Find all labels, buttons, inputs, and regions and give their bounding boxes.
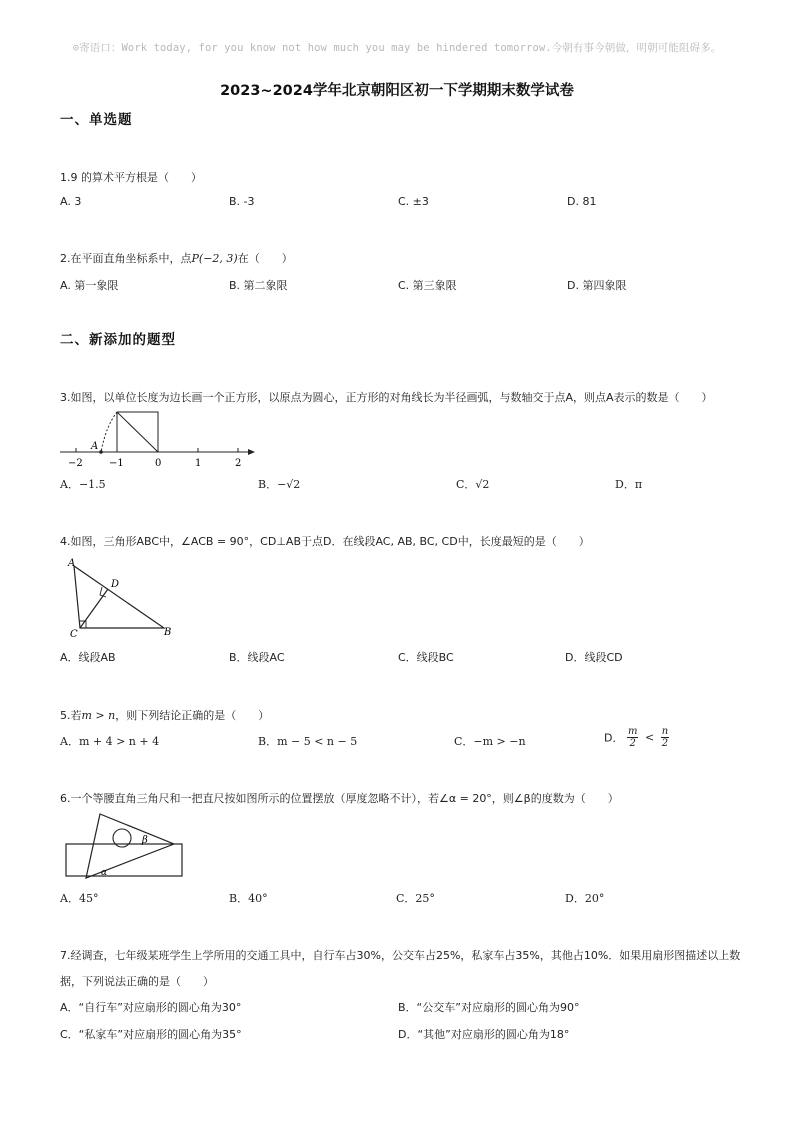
question-4-option-b[interactable]: B．线段AC — [229, 651, 285, 664]
triangle-abc — [74, 566, 164, 628]
question-2-option-a[interactable]: A. 第一象限 — [60, 279, 119, 292]
question-7-stem-line2: 据，下列说法正确的是（ ） — [60, 975, 214, 988]
page-title: 2023~2024学年北京朝阳区初一下学期期末数学试卷 — [220, 83, 574, 99]
question-4-stem: 4.如图，三角形ABC中，∠ACB = 90°，CD⊥AB于点D．在线段AC, AB, BC, CD中，长度最短的是（ ） — [60, 535, 590, 548]
question-7-option-c[interactable]: C．“私家车”对应扇形的圆心角为35° — [60, 1028, 242, 1041]
section-heading-single-choice: 一、单选题 — [60, 112, 133, 128]
point-a-label: A — [91, 441, 99, 452]
fraction-numerator: m — [627, 726, 638, 737]
square-diagonal — [117, 412, 158, 452]
question-3-option-a[interactable]: A．−1.5 — [60, 478, 106, 491]
question-7-option-a[interactable]: A．“自行车”对应扇形的圆心角为30° — [60, 1001, 242, 1014]
question-2-option-b[interactable]: B. 第二象限 — [229, 279, 288, 292]
axis-label-minus-2: −2 — [68, 458, 83, 469]
question-5-option-b[interactable]: B．m − 5 < n − 5 — [258, 735, 358, 748]
axis-label-0: 0 — [155, 458, 162, 469]
question-2-stem-post: 在（ ） — [237, 252, 293, 265]
question-6-option-a[interactable]: A．45° — [60, 892, 99, 905]
question-2-point: P(−2, 3) — [191, 252, 238, 265]
fraction-denominator: 2 — [629, 738, 636, 749]
question-2-stem-pre: 2.在平面直角坐标系中，点 — [60, 252, 192, 265]
set-square — [86, 814, 174, 878]
radius-arc — [101, 412, 117, 452]
fraction-n-over-2 — [661, 726, 669, 749]
question-7-option-d[interactable]: D．“其他”对应扇形的圆心角为18° — [398, 1028, 570, 1041]
question-5-stem-pre: 5.若 — [60, 709, 82, 722]
point-a-dot — [99, 450, 103, 454]
question-5-option-a[interactable]: A．m + 4 > n + 4 — [60, 735, 160, 748]
question-1-stem: 1.9 的算术平方根是（ ） — [60, 171, 202, 184]
label-c: C — [70, 629, 78, 640]
question-2-stem — [60, 250, 293, 266]
axis-label-minus-1: −1 — [109, 458, 124, 469]
question-1-option-a[interactable]: A. 3 — [60, 195, 82, 208]
label-b: B — [164, 627, 172, 638]
question-4-option-d[interactable]: D．线段CD — [565, 651, 623, 664]
altitude-cd — [80, 589, 108, 628]
question-4-option-c[interactable]: C．线段BC — [398, 651, 454, 664]
question-6-option-b[interactable]: B．40° — [229, 892, 268, 905]
question-5-option-d-label: D． — [604, 731, 624, 745]
question-5-stem-post: ，则下列结论正确的是（ ） — [115, 709, 270, 722]
fraction-denominator: 2 — [661, 738, 669, 749]
question-5-stem — [60, 707, 269, 723]
question-5-option-c[interactable]: C．−m > −n — [454, 735, 526, 748]
question-1-option-c[interactable]: C. ±3 — [398, 195, 429, 208]
question-7-option-b[interactable]: B．“公交车”对应扇形的圆心角为90° — [398, 1001, 580, 1014]
alpha-label: α — [101, 868, 108, 878]
question-6-option-d[interactable]: D．20° — [565, 892, 605, 905]
label-a: A — [68, 558, 76, 569]
label-d: D — [111, 579, 120, 590]
beta-label: β — [142, 835, 148, 846]
question-1-option-b[interactable]: B. ‐3 — [229, 195, 255, 208]
axis-label-1: 1 — [195, 458, 202, 469]
question-7-stem-line1: 7.经调查，七年级某班学生上学所用的交通工具中，自行车占30%，公交车占25%，私家车占35%，其他占10%．如果用扇形图描述以上数 — [60, 949, 741, 962]
question-3-number-line-figure — [58, 408, 258, 472]
question-3-option-c[interactable]: C．√2 — [456, 478, 490, 491]
question-2-option-c[interactable]: C. 第三象限 — [398, 279, 457, 292]
question-3-option-b[interactable]: B．−√2 — [258, 478, 301, 491]
question-5-condition: m > n — [81, 709, 116, 722]
question-4-triangle-figure — [60, 556, 180, 640]
section-heading-new-types: 二、新添加的题型 — [60, 332, 176, 348]
axis-label-2: 2 — [235, 458, 242, 469]
question-2-option-d[interactable]: D. 第四象限 — [567, 279, 627, 292]
question-6-stem: 6.一个等腰直角三角尺和一把直尺按如图所示的位置摆放（厚度忽略不计），若∠α = 20°，则∠β的度数为（ ） — [60, 792, 619, 805]
question-6-option-c[interactable]: C．25° — [396, 892, 435, 905]
less-than-sign: < — [644, 731, 655, 744]
question-4-option-a[interactable]: A．线段AB — [60, 651, 116, 664]
header-watermark: ⊙寄语口：Work today, for you know not how much you may be hindered tomorrow.今朝有事今朝做，明朝可能阻碍多。 — [72, 42, 722, 54]
fraction-numerator: n — [661, 726, 669, 737]
question-1-option-d[interactable]: D. 81 — [567, 195, 597, 208]
ruler — [66, 844, 182, 876]
question-3-option-d[interactable]: D．π — [615, 478, 643, 491]
question-5-option-d[interactable] — [604, 726, 669, 749]
question-6-ruler-triangle-figure — [60, 810, 190, 882]
question-3-stem: 3.如图，以单位长度为边长画一个正方形，以原点为圆心，正方形的对角线长为半径画弧，与数轴交于点A，则点A表示的数是（ ） — [60, 391, 713, 404]
fraction-m-over-2 — [627, 726, 638, 749]
number-line-arrow-icon — [248, 449, 255, 455]
